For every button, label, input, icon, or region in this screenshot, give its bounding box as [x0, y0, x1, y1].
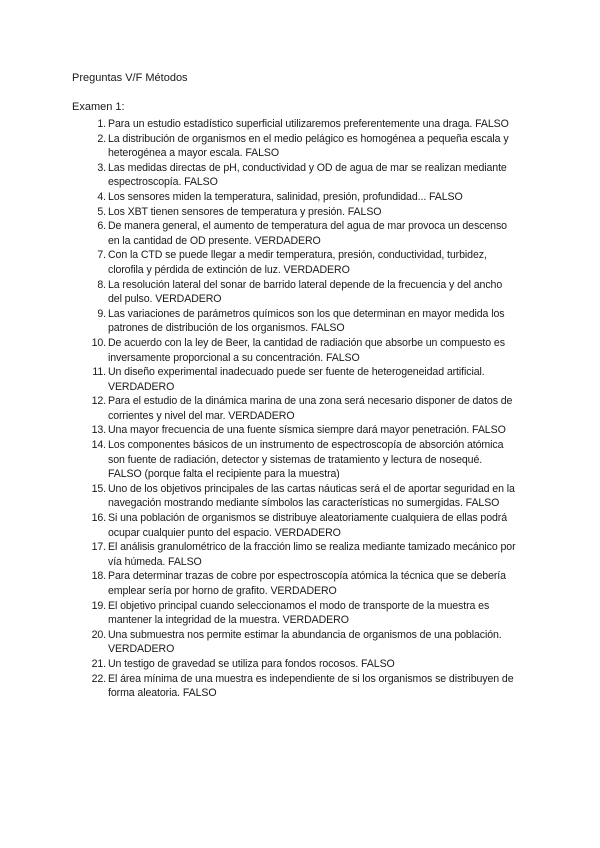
list-item [0, 248, 518, 277]
question-text: Si una población de organismos se distribuye aleatoriamente cualquiera de ellas podrá ocupar cualquier punto del espacio. VERDADERO [108, 512, 508, 539]
list-item [0, 307, 518, 336]
question-text: Un diseño experimental inadecuado puede ser fuente de heterogeneidad artificial. VERDADERO [108, 366, 485, 393]
list-item [0, 394, 518, 423]
question-text: Uno de los objetivos principales de las cartas náuticas será el de aportar seguridad en la navegación mostrando mediante símbolos las características no sumergidas. FALSO [108, 482, 515, 510]
list-item [0, 628, 518, 657]
list-item [0, 365, 518, 394]
list-item [0, 190, 518, 205]
question-text: La resolución lateral del sonar de barrido lateral depende de la frecuencia y del ancho del pulso. VERDADERO [108, 278, 503, 306]
question-text: Para un estudio estadístico superficial utilizaremos preferentemente una draga. FALSO [108, 118, 509, 130]
question-number: 3. [97, 161, 106, 174]
list-item [0, 657, 518, 672]
list-item [0, 117, 518, 132]
question-text: Una mayor frecuencia de una fuente sísmica siempre dará mayor penetración. FALSO [108, 424, 506, 437]
list-item [0, 511, 518, 540]
list-item [0, 482, 518, 511]
list-item [0, 219, 518, 248]
exam-heading: Examen 1: [72, 101, 125, 113]
question-number: 6. [97, 220, 106, 233]
question-text: De manera general, el aumento de temperatura del agua de mar provoca un descenso en la cantidad de OD presente. VERDADERO [108, 220, 507, 247]
question-number: 17. [91, 541, 106, 554]
list-item [0, 438, 518, 482]
question-text: Los componentes básicos de un instrumento de espectroscopía de absorción atómica son fuente de radiación, detector y sistemas de tratamiento y lectura de nosequé. FALSO (porque falta el recipiente para la muestra) [108, 439, 504, 481]
question-number: 14. [91, 439, 106, 452]
question-number: 15. [91, 482, 106, 495]
question-number: 19. [91, 599, 106, 612]
list-item [0, 569, 518, 598]
question-number: 20. [91, 628, 106, 641]
question-text: Las variaciones de parámetros químicos son los que determinan en mayor medida los patrones de distribución de los organismos. FALSO [108, 307, 505, 335]
list-item [0, 205, 518, 220]
list-item [0, 540, 518, 569]
question-number: 9. [97, 307, 106, 320]
question-number: 1. [97, 118, 106, 130]
question-text: Los XBT tienen sensores de temperatura y presión. FALSO [108, 205, 382, 218]
question-text: Un testigo de gravedad se utiliza para fondos rocosos. FALSO [108, 657, 395, 670]
question-number: 10. [91, 336, 106, 349]
question-number: 13. [91, 424, 106, 437]
question-number: 16. [91, 512, 106, 525]
question-text: De acuerdo con la ley de Beer, la cantidad de radiación que absorbe un compuesto es inversamente proporcional a su concentración. FALSO [108, 336, 505, 364]
list-item [0, 336, 518, 365]
question-text: El objetivo principal cuando seleccionamos el modo de transporte de la muestra es mantener la integridad de la muestra. VERDADERO [108, 599, 490, 627]
question-text: Los sensores miden la temperatura, salinidad, presión, profundidad... FALSO [108, 190, 463, 203]
question-number: 7. [97, 249, 106, 262]
question-text: Una submuestra nos permite estimar la abundancia de organismos de una población. VERDADERO [108, 628, 502, 656]
question-number: 22. [91, 672, 106, 685]
list-item [0, 599, 518, 628]
question-text: El área mínima de una muestra es independiente de si los organismos se distribuyen de forma aleatoria. FALSO [108, 672, 514, 700]
list-item [0, 672, 518, 701]
question-text: El análisis granulométrico de la fracción limo se realiza mediante tamizado mecánico por vía húmeda. FALSO [108, 541, 516, 568]
list-item [0, 278, 518, 307]
list-item [0, 161, 518, 190]
question-number: 4. [97, 190, 106, 203]
question-number: 11. [92, 366, 106, 379]
question-number: 18. [91, 570, 106, 583]
document-title: Preguntas V/F Métodos [72, 72, 188, 84]
question-list [0, 117, 600, 701]
question-number: 8. [97, 278, 106, 291]
question-text: Para el estudio de la dinámica marina de una zona será necesario disponer de datos de corrientes y nivel del mar. VERDADERO [108, 395, 513, 422]
question-number: 5. [97, 205, 106, 218]
question-number: 2. [97, 132, 106, 145]
question-number: 21. [91, 657, 106, 670]
question-text: Las medidas directas de pH, conductividad y OD de agua de mar se realizan mediante espectroscopía. FALSO [108, 161, 507, 189]
question-text: Para determinar trazas de cobre por espectroscopía atómica la técnica que se debería emplear sería por horno de grafito. VERDADERO [108, 570, 506, 597]
question-number: 12. [91, 395, 106, 408]
list-item [0, 132, 518, 161]
question-text: Con la CTD se puede llegar a medir temperatura, presión, conductividad, turbidez, clorofila y pérdida de extinción de luz. VERDADERO [108, 249, 487, 276]
question-text: La distribución de organismos en el medio pelágico es homogénea a pequeña escala y heterogénea a mayor escala. FALSO [108, 132, 509, 160]
list-item [0, 423, 518, 438]
